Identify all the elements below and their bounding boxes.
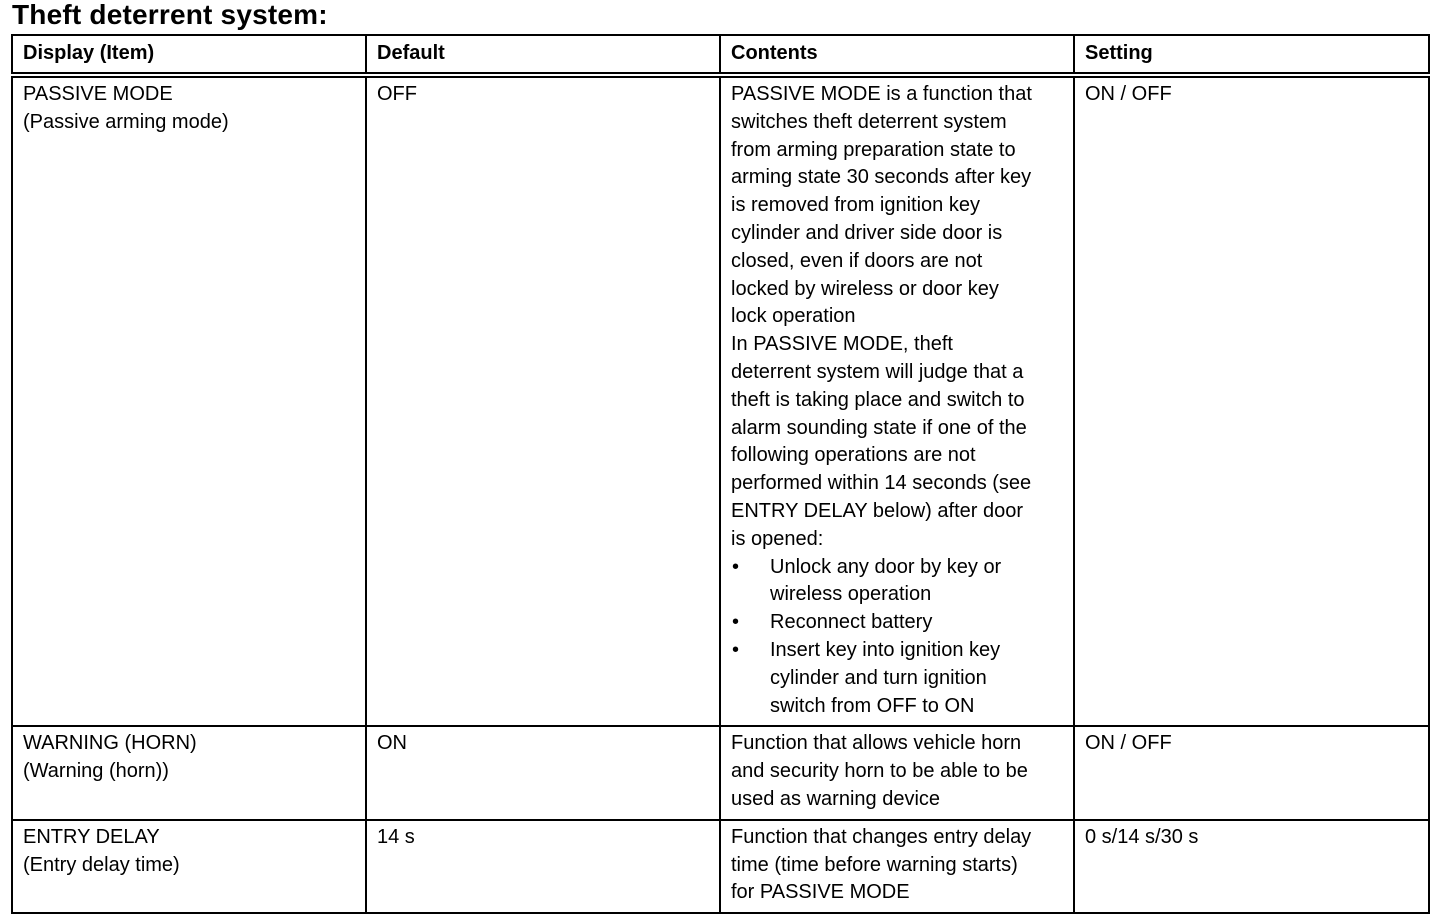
item-cell [12,820,366,913]
item-name: ENTRY DELAY [23,825,160,848]
column-header-default: Default [366,35,720,75]
bullet-line: Unlock any door by key or [770,555,1002,578]
contents-cell [720,75,1074,726]
bullet-line: wireless operation [770,583,932,606]
bullet-icon: • [732,555,740,578]
column-header-contents: Contents [720,35,1074,75]
contents-line: theft is taking place and switch to [731,388,1025,411]
contents-cell [720,820,1074,913]
contents-line: and security horn to be able to be [731,760,1028,783]
bullet-icon: • [732,611,740,634]
setting-cell [1074,820,1429,913]
contents-line: ENTRY DELAY below) after door [731,499,1023,522]
item-description: (Warning (horn)) [23,760,169,783]
contents-line: alarm sounding state if one of the [731,416,1027,439]
column-header-setting: Setting [1074,35,1429,75]
setting-cell [1074,726,1429,819]
bullet-line: Reconnect battery [770,611,933,634]
contents-line: arming state 30 seconds after key [731,166,1032,189]
item-cell [12,75,366,726]
contents-line: closed, even if doors are not [731,249,983,272]
item-description: (Passive arming mode) [23,110,229,133]
contents-line: Function that changes entry delay [731,825,1032,848]
contents-line: lock operation [731,305,856,328]
contents-line: is removed from ignition key [731,194,980,217]
page-title: Theft deterrent system: [12,0,328,30]
setting-value: ON / OFF [1085,83,1172,105]
setting-value: 0 s/14 s/30 s [1085,825,1199,848]
default-value: ON [377,732,407,755]
item-description: (Entry delay time) [23,853,180,876]
default-cell [366,75,720,726]
table-row-warning-horn [12,726,1429,819]
contents-line: deterrent system will judge that a [731,360,1024,383]
item-cell [12,726,366,819]
setting-value: ON / OFF [1085,732,1172,755]
bullet-list [731,554,1063,721]
column-header-display-item: Display (Item) [12,35,366,75]
contents-cell [720,726,1074,819]
table-header-row [12,35,1429,75]
item-name: WARNING (HORN) [23,732,197,755]
default-value: 14 s [377,825,415,848]
setting-cell [1074,75,1429,726]
contents-line: from arming preparation state to [731,138,1016,161]
default-cell [366,726,720,819]
contents-line: following operations are not [731,444,976,467]
theft-deterrent-settings-table [11,34,1430,914]
contents-line: locked by wireless or door key [731,277,999,300]
contents-line: PASSIVE MODE is a function that [731,83,1032,105]
bullet-line: switch from OFF to ON [770,694,975,717]
bullet-item-reconnect-battery [731,609,1063,637]
contents-line: is opened: [731,527,824,550]
bullet-item-unlock-door [731,554,1063,610]
bullet-line: Insert key into ignition key [770,638,1001,661]
default-value: OFF [377,83,417,105]
bullet-line: cylinder and turn ignition [770,666,987,689]
contents-line: time (time before warning starts) [731,853,1018,876]
contents-line: In PASSIVE MODE, theft [731,333,953,356]
contents-line: cylinder and driver side door is [731,221,1003,244]
contents-line: used as warning device [731,787,941,810]
table-row-entry-delay [12,820,1429,913]
bullet-icon: • [732,638,740,661]
bullet-item-insert-key [731,637,1063,720]
table-row-passive-mode [12,75,1429,726]
item-name: PASSIVE MODE [23,83,173,105]
contents-line: for PASSIVE MODE [731,881,910,904]
contents-line: performed within 14 seconds (see [731,472,1032,495]
default-cell [366,820,720,913]
contents-line: switches theft deterrent system [731,110,1007,133]
contents-line: Function that allows vehicle horn [731,732,1022,755]
